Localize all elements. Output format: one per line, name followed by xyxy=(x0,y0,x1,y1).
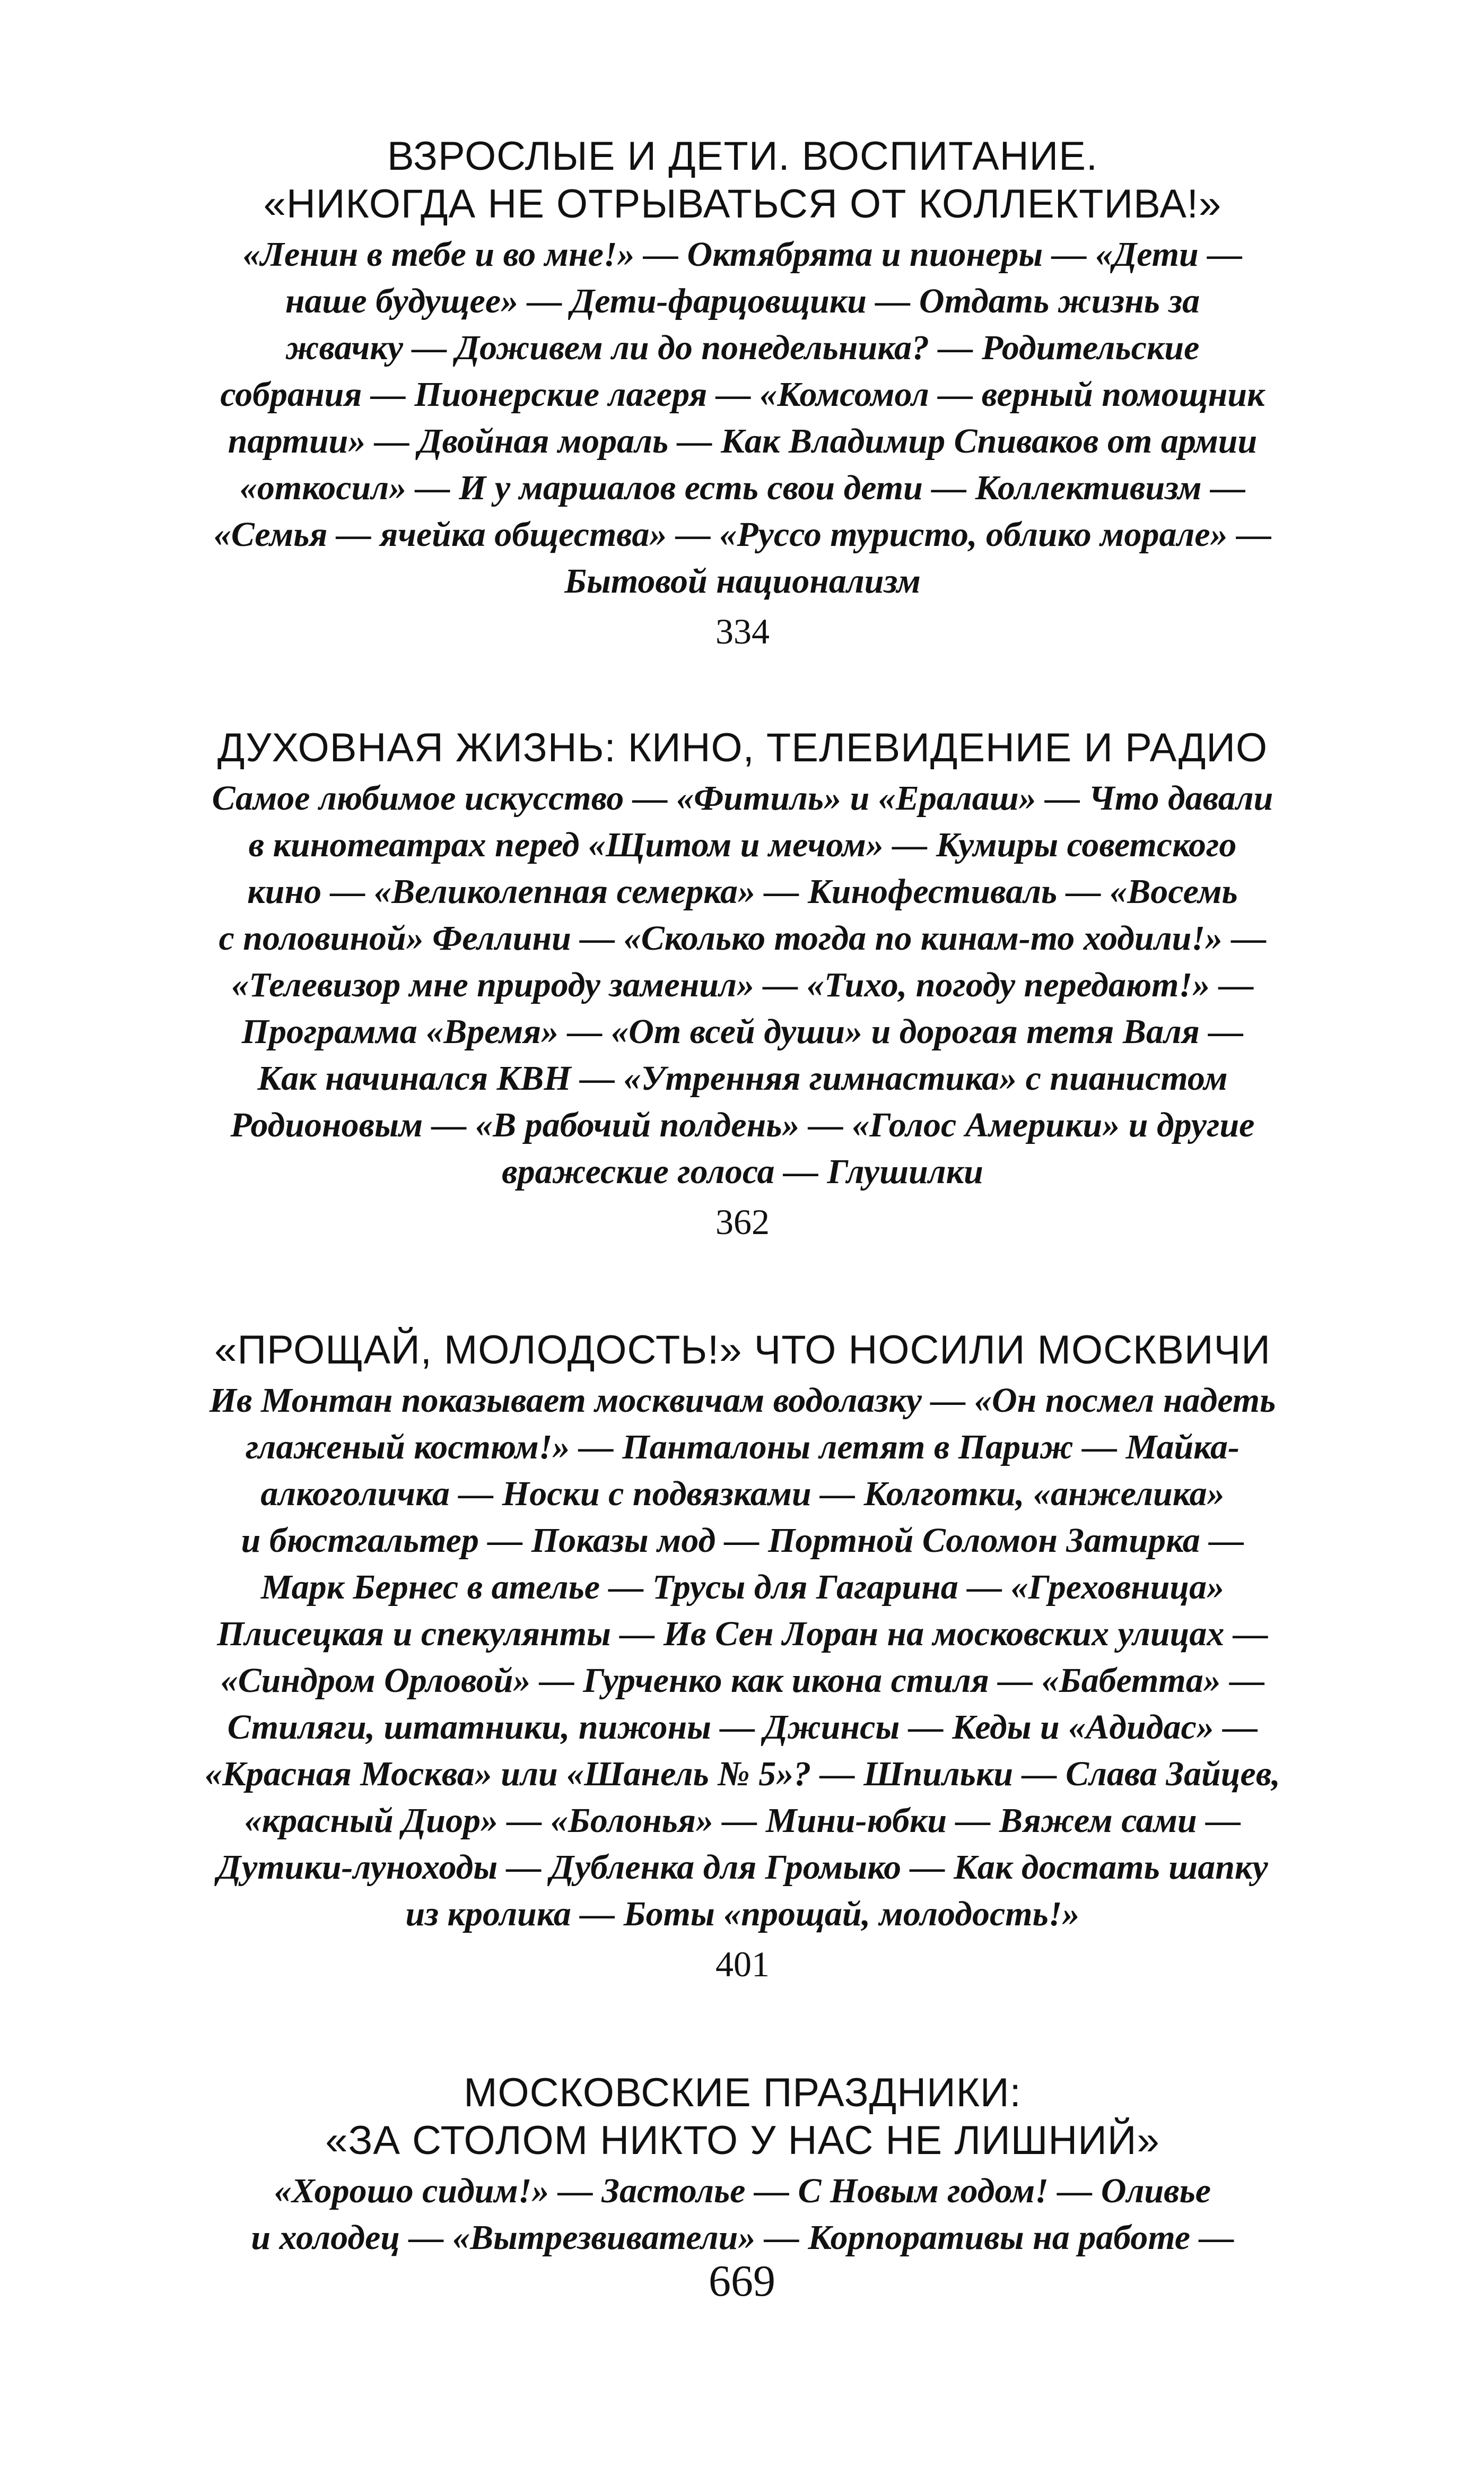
toc-entry-description xyxy=(122,1377,1363,1938)
description-line: «Синдром Орловой» — Гурченко как икона стиля — «Бабетта» — xyxy=(220,1661,1265,1700)
toc-entry-page-number: 401 xyxy=(715,1944,770,1984)
description-line: Бытовой национализм xyxy=(564,562,921,601)
description-line: «Красная Москва» или «Шанель № 5»? — Шпильки — Слава Зайцев, xyxy=(205,1755,1280,1793)
description-line: Родионовым — «В рабочий полдень» — «Голос Америки» и другие xyxy=(230,1106,1255,1144)
toc-entry-page-number: 362 xyxy=(715,1202,770,1242)
description-line: Марк Бернес в ателье — Трусы для Гагарина — «Греховница» xyxy=(260,1568,1225,1606)
toc-entry-adults-and-children xyxy=(122,133,1363,656)
description-line: Плисецкая и спекулянты — Ив Сен Лоран на московских улицах — xyxy=(217,1614,1268,1653)
description-line: с половиной» Феллини — «Сколько тогда по кинам-то ходили!» — xyxy=(219,919,1267,958)
description-line: «откосил» — И у маршалов есть свои дети — Коллективизм — xyxy=(239,468,1246,507)
description-line: в кинотеатрах перед «Щитом и мечом» — Кумиры советского xyxy=(248,826,1237,864)
heading-line: «ПРОЩАЙ, МОЛОДОСТЬ!» ЧТО НОСИЛИ МОСКВИЧИ xyxy=(214,1327,1271,1373)
description-line: и холодец — «Вытрезвиватели» — Корпоративы на работе — xyxy=(251,2218,1234,2257)
description-line: «красный Диор» — «Болонья» — Мини-юбки — Вяжем сами — xyxy=(244,1801,1241,1840)
toc-entry-spiritual-life xyxy=(122,724,1363,1246)
description-line: вражеские голоса — Глушилки xyxy=(502,1152,983,1191)
toc-entry-farewell-youth xyxy=(122,1326,1363,1988)
toc-entry-page-number: 334 xyxy=(715,611,770,652)
description-line: наше будущее» — Дети-фарцовщики — Отдать жизнь за xyxy=(285,282,1200,320)
heading-line: «НИКОГДА НЕ ОТРЫВАТЬСЯ ОТ КОЛЛЕКТИВА!» xyxy=(263,181,1222,227)
toc-entry-description xyxy=(122,231,1363,605)
toc-entry-moscow-holidays xyxy=(122,2069,1363,2261)
toc-entry-description xyxy=(122,775,1363,1195)
description-line: Стиляги, штатники, пижоны — Джинсы — Кеды и «Адидас» — xyxy=(227,1708,1258,1747)
heading-line: МОСКОВСКИЕ ПРАЗДНИКИ: xyxy=(464,2070,1022,2115)
toc-entry-heading xyxy=(122,133,1363,228)
description-line: жвачку — Доживем ли до понедельника? — Родительские xyxy=(285,328,1200,367)
description-line: партии» — Двойная мораль — Как Владимир Спиваков от армии xyxy=(228,422,1258,461)
description-line: из кролика — Боты «прощай, молодость!» xyxy=(405,1895,1080,1933)
description-line: алкоголичка — Носки с подвязками — Колготки, «анжелика» xyxy=(260,1474,1225,1513)
description-line: «Телевизор мне природу заменил» — «Тихо, погоду передают!» — xyxy=(231,966,1254,1004)
heading-line: ДУХОВНАЯ ЖИЗНЬ: КИНО, ТЕЛЕВИДЕНИЕ И РАДИО xyxy=(217,725,1268,770)
toc-entry-heading xyxy=(122,1326,1363,1374)
description-line: Как начинался КВН — «Утренняя гимнастика» с пианистом xyxy=(257,1059,1228,1098)
description-line: глаженый костюм!» — Панталоны летят в Париж — Майка- xyxy=(246,1428,1239,1466)
description-line: Ив Монтан показывает москвичам водолазку — «Он посмел надеть xyxy=(209,1381,1276,1420)
description-line: и бюстгальтер — Показы мод — Портной Соломон Затирка — xyxy=(241,1521,1244,1560)
description-line: «Хорошо сидим!» — Застолье — С Новым годом! — Оливье xyxy=(274,2172,1211,2210)
description-line: Программа «Время» — «От всей души» и дорогая тетя Валя — xyxy=(241,1012,1244,1051)
heading-line: «ЗА СТОЛОМ НИКТО У НАС НЕ ЛИШНИЙ» xyxy=(325,2118,1160,2163)
description-line: «Семья — ячейка общества» — «Руссо туристо, облико морале» — xyxy=(213,515,1272,554)
description-line: Дутики-луноходы — Дубленка для Громыко — Как достать шапку xyxy=(217,1848,1268,1887)
description-line: Самое любимое искусство — «Фитиль» и «Ералаш» — Что давали xyxy=(212,779,1273,818)
heading-line: ВЗРОСЛЫЕ И ДЕТИ. ВОСПИТАНИЕ. xyxy=(387,134,1098,179)
description-line: «Ленин в тебе и во мне!» — Октябрята и пионеры — «Дети — xyxy=(242,235,1243,274)
description-line: собрания — Пионерские лагеря — «Комсомол — верный помощник xyxy=(220,375,1265,414)
toc-entry-description xyxy=(122,2168,1363,2261)
toc-entry-heading xyxy=(122,724,1363,772)
page-folio-number: 669 xyxy=(709,2256,775,2306)
description-line: кино — «Великолепная семерка» — Кинофестиваль — «Восемь xyxy=(247,872,1238,911)
toc-entry-heading xyxy=(122,2069,1363,2165)
